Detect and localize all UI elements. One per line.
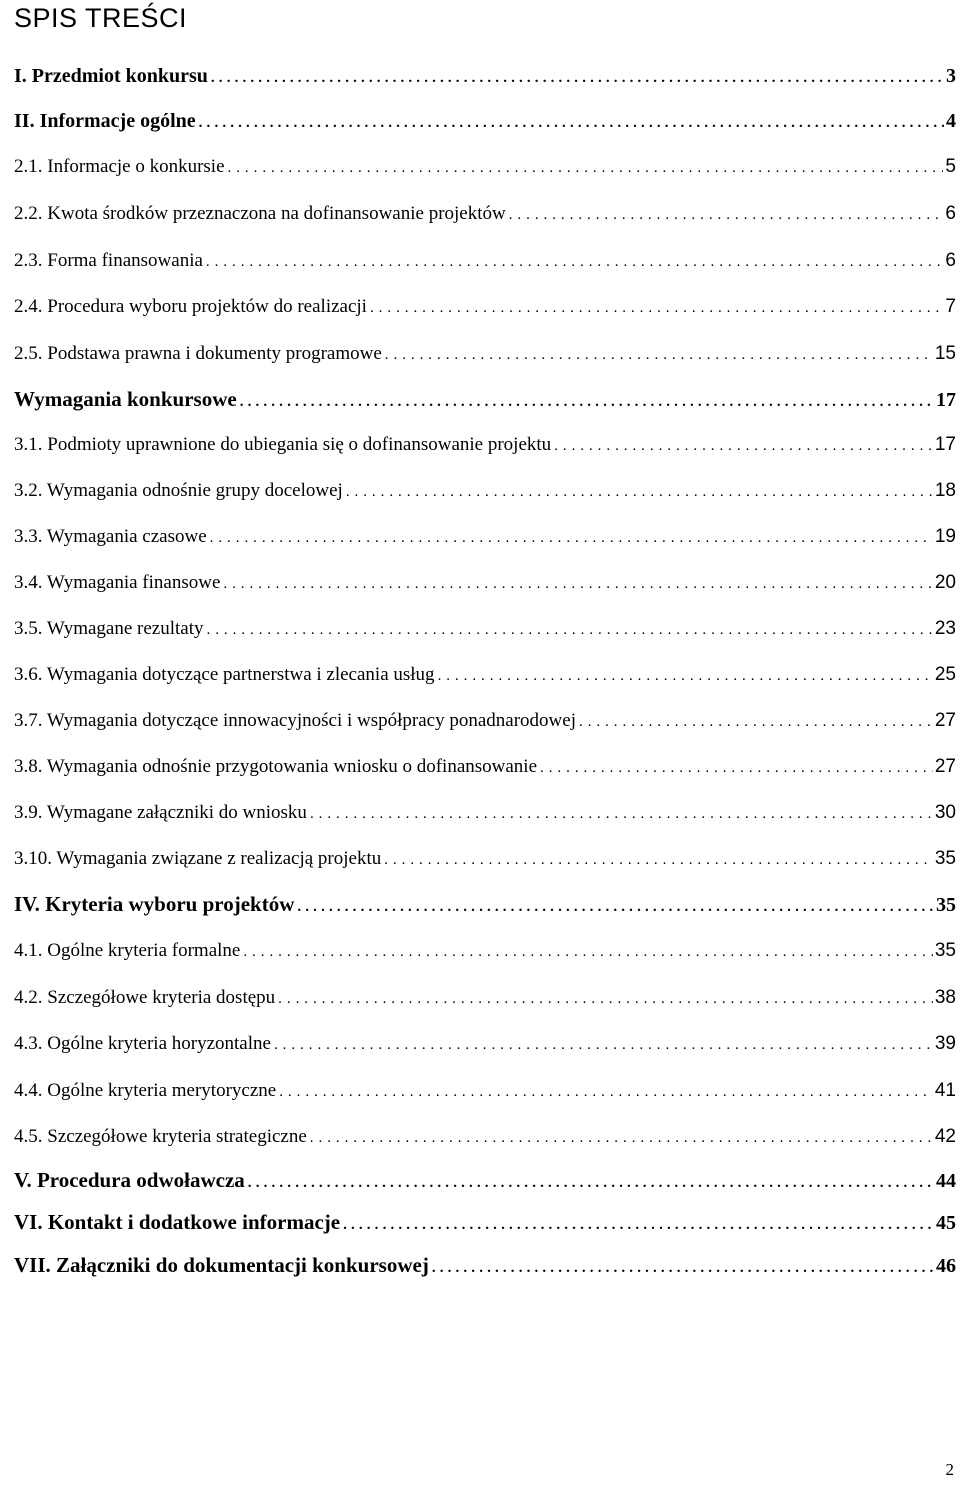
dot-leader [579,708,933,735]
toc-entry-label: V. Procedura odwoławcza [14,1168,245,1192]
toc-entry-page: 20 [934,572,956,593]
dot-leader [206,248,944,275]
dot-leader [279,1078,933,1105]
toc-entry-label: 4.3. Ogólne kryteria horyzontalne [14,1033,271,1054]
toc-entry-label: 4.5. Szczegółowe kryteria strategiczne [14,1126,307,1147]
toc-entry-page: 27 [934,710,956,731]
toc-entry-label: 2.1. Informacje o konkursie [14,156,225,177]
toc-entry-page: 7 [945,296,956,317]
toc-entry-page: 17 [936,389,956,411]
toc-entry-label: 3.8. Wymagania odnośnie przygotowania wniosku o dofinansowanie [14,756,538,777]
toc-entry-label: Wymagania konkursowe [14,387,237,411]
toc-entry-page: 35 [936,894,956,916]
toc-entry-page: 41 [934,1080,956,1101]
toc-entry-3-10[interactable] [14,845,956,873]
toc-entry-page: 3 [946,65,956,87]
toc-entry-3-3[interactable] [14,523,956,551]
toc-entry-label: II. Informacje ogólne [14,110,196,132]
toc-entry-label: 3.9. Wymagane załączniki do wniosku [14,802,307,823]
toc-entry-page: 38 [934,987,956,1008]
toc-entry-2-2[interactable] [14,200,956,228]
dot-leader [228,154,944,181]
toc-entry-4-4[interactable] [14,1077,956,1105]
dot-leader [278,985,933,1012]
toc-entry-page: 17 [934,434,956,455]
toc-entry-4-1[interactable] [14,937,956,965]
dot-leader [310,1124,933,1151]
dot-leader [310,800,933,827]
toc-entry-label: 3.5. Wymagane rezultaty [14,618,204,639]
toc-entry-4-2[interactable] [14,984,956,1012]
dot-leader [384,846,933,873]
toc-entry-page: 35 [934,848,956,869]
toc-entry-page: 15 [934,343,956,364]
toc-entry-page: 25 [934,664,956,685]
toc-entry-procedura-odwolawcza[interactable] [14,1166,956,1194]
toc-entry-2-1[interactable] [14,153,956,181]
dot-leader [297,893,934,918]
toc-entry-3-2[interactable] [14,477,956,505]
toc-entry-page: 46 [936,1255,956,1277]
dot-leader [207,616,933,643]
toc-entry-4-3[interactable] [14,1030,956,1058]
toc-entry-wymagania-konkursowe[interactable] [14,385,956,413]
toc-entry-2-3[interactable] [14,247,956,275]
toc-entry-page: 39 [934,1033,956,1054]
dot-leader [554,432,933,459]
dot-leader [210,524,933,551]
dot-leader [370,294,943,321]
dot-leader [540,754,933,781]
toc-entry-label: 3.4. Wymagania finansowe [14,572,221,593]
toc-entry-informacje-ogolne[interactable] [14,107,956,135]
dot-leader [243,938,933,965]
toc-entry-label: 4.1. Ogólne kryteria formalne [14,940,241,961]
toc-entry-label: 4.2. Szczegółowe kryteria dostępu [14,987,276,1008]
toc-entry-3-1[interactable] [14,431,956,459]
toc-entry-label: 3.1. Podmioty uprawnione do ubiegania się o dofinansowanie projektu [14,434,552,455]
dot-leader [274,1031,933,1058]
toc-entry-4-5[interactable] [14,1123,956,1151]
toc-entry-zalaczniki[interactable] [14,1251,956,1279]
toc-entry-label: IV. Kryteria wyboru projektów [14,892,295,916]
toc-entry-label: 3.10. Wymagania związane z realizacją projektu [14,848,382,869]
page-number: 2 [945,1460,954,1479]
dot-leader [438,662,933,689]
toc-entry-label: 3.7. Wymagania dotyczące innowacyjności i współpracy ponadnarodowej [14,710,576,731]
dot-leader [343,1211,934,1236]
dot-leader [346,478,933,505]
toc-entry-page: 18 [934,480,956,501]
dot-leader [223,570,932,597]
toc-entry-page: 42 [934,1126,956,1147]
toc-entry-3-4[interactable] [14,569,956,597]
toc-entry-3-9[interactable] [14,799,956,827]
dot-leader [199,109,944,135]
toc-entry-label: VI. Kontakt i dodatkowe informacje [14,1210,341,1234]
toc-entry-label: 3.3. Wymagania czasowe [14,526,207,547]
toc-entry-page: 44 [936,1170,956,1192]
toc-entry-label: VII. Załączniki do dokumentacji konkursowej [14,1253,429,1277]
toc-entry-label: 3.2. Wymagania odnośnie grupy docelowej [14,480,343,501]
toc-entry-page: 6 [945,203,956,224]
toc-entry-kryteria-wyboru[interactable] [14,890,956,918]
page-title: SPIS TREŚCI [14,3,188,33]
toc-entry-page: 5 [945,156,956,177]
toc-entry-2-5[interactable] [14,340,956,368]
toc-entry-label: 2.3. Forma finansowania [14,250,203,271]
toc-entry-label: 2.4. Procedura wyboru projektów do realizacji [14,296,367,317]
dot-leader [240,388,934,413]
toc-entry-page: 6 [945,250,956,271]
dot-leader [211,64,944,90]
toc-entry-label: 2.2. Kwota środków przeznaczona na dofinansowanie projektów [14,203,506,224]
toc-entry-label: 4.4. Ogólne kryteria merytoryczne [14,1080,277,1101]
dot-leader [432,1254,934,1279]
toc-entry-3-6[interactable] [14,661,956,689]
dot-leader [509,201,944,228]
toc-entry-3-8[interactable] [14,753,956,781]
dot-leader [385,341,933,368]
toc-entry-page: 27 [934,756,956,777]
toc-entry-3-7[interactable] [14,707,956,735]
toc-entry-2-4[interactable] [14,293,956,321]
toc-entry-label: 3.6. Wymagania dotyczące partnerstwa i zlecania usług [14,664,435,685]
toc-entry-kontakt[interactable] [14,1208,956,1236]
dot-leader [248,1169,934,1194]
toc-entry-label: I. Przedmiot konkursu [14,65,208,87]
toc-entry-przedmiot-konkursu[interactable] [14,62,956,90]
toc-entry-page: 23 [934,618,956,639]
toc-entry-page: 35 [934,940,956,961]
toc-entry-page: 4 [946,110,956,132]
toc-entry-page: 19 [934,526,956,547]
toc-entry-label: 2.5. Podstawa prawna i dokumenty programowe [14,343,382,364]
toc-entry-3-5[interactable] [14,615,956,643]
toc-entry-page: 45 [936,1212,956,1234]
toc-entry-page: 30 [934,802,956,823]
